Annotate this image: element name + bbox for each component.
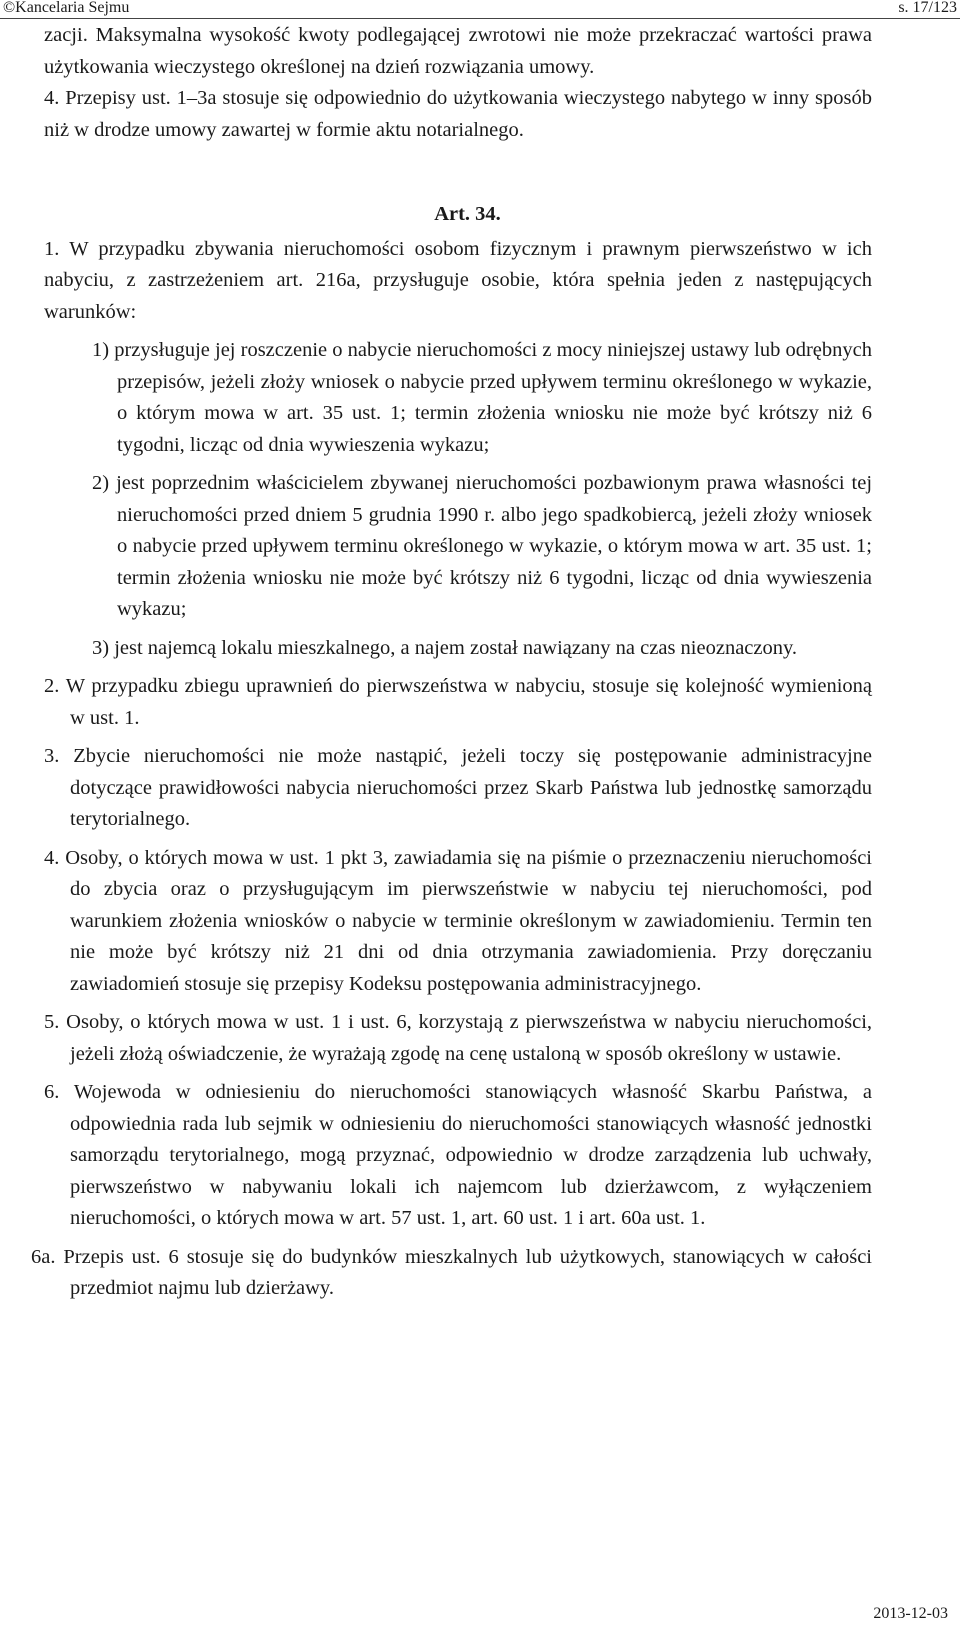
- pkt-number: 2): [92, 472, 110, 494]
- ust-number: 4.: [44, 87, 60, 109]
- pkt-text: przysługuje jej roszczenie o nabycie nieruchomości z mocy niniejszej ustawy lub odrębnych przepisów, jeżeli złoży wniosek o nabycie przed upływem terminu określonego w wykazie, o którym mowa w art. 35 ust. 1; termin złożenia wniosku nie może być krótszy niż 6 tygodni, licząc od dnia wywieszenia wykazu;: [114, 339, 872, 456]
- ust-text: W przypadku zbywania nieruchomości osobom fizycznym i prawnym pierwszeństwo w ich nabyciu, z zastrzeżeniem art. 216a, przysługuje osobie, która spełnia jeden z następujących warunków:: [44, 237, 872, 323]
- page-number: s. 17/123: [898, 0, 957, 16]
- art34-ust-1: [0, 234, 960, 329]
- pkt-text: jest poprzednim właścicielem zbywanej nieruchomości pozbawionym prawa własności tej nieruchomości przed dniem 5 grudnia 1990 r. albo jego spadkobiercą, jeżeli złoży wniosek o nabycie przed upływem terminu określonego w wykazie, o którym mowa w art. 35 ust. 1; termin złożenia wniosku nie może być krótszy niż 6 tygodni, licząc od dnia wywieszenia wykazu;: [116, 472, 873, 620]
- art34-ust-4: [0, 843, 960, 1001]
- art34-pkt-1: [0, 335, 960, 461]
- pkt-text: jest najemcą lokalu mieszkalnego, a najem został nawiązany na czas nieoznaczony.: [114, 636, 798, 659]
- footer-date: 2013-12-03: [873, 1605, 948, 1622]
- art34-ust-6a: [0, 1242, 960, 1305]
- ust-4: [0, 83, 960, 146]
- ust-text: Osoby, o których mowa w ust. 1 pkt 3, zawiadamia się na piśmie o przeznaczeniu nieruchomości do zbycia oraz o przysługującym im pierwszeństwie w nabyciu tej nieruchomości, pod warunkiem złożenia wniosków o nabycie w terminie określonym w zawiadomieniu. Termin ten nie może być krótszy niż 21 dni od dnia otrzymania zawiadomienia. Przy doręczaniu zawiadomień stosuje się przepisy Kodeksu postępowania administracyjnego.: [65, 846, 873, 995]
- copyright-label: ©Kancelaria Sejmu: [3, 0, 130, 16]
- pkt-number: 1): [92, 339, 110, 361]
- art34-ust-5: [0, 1007, 960, 1070]
- paragraph-continuation: zacji. Maksymalna wysokość kwoty podlegającej zwrotowi nie może przekraczać wartości prawa użytkowania wieczystego określonej na dzień rozwiązania umowy.: [44, 24, 872, 78]
- document-body: [0, 20, 960, 1305]
- ust-text: Przepisy ust. 1–3a stosuje się odpowiednio do użytkowania wieczystego nabytego w inny sposób niż w drodze umowy zawartej w formie aktu notarialnego.: [44, 87, 873, 141]
- ust-number: 2.: [44, 675, 60, 697]
- ust-text: Osoby, o których mowa w ust. 1 i ust. 6, korzystają z pierwszeństwa w nabyciu nieruchomości, jeżeli złożą oświadczenie, że wyrażają zgodę na cenę ustaloną w sposób określony w ustawie.: [66, 1011, 873, 1065]
- art34-ust-6: [0, 1077, 960, 1235]
- ust-number: 6a.: [31, 1245, 56, 1268]
- header-divider: [0, 18, 960, 19]
- ust-text: Wojewoda w odniesieniu do nieruchomości stanowiących własność Skarbu Państwa, a odpowiednia rada lub sejmik w odniesieniu do nieruchomości stanowiących własność jednostki samorządu terytorialnego, mogą przyznać, odpowiednio w drodze zarządzenia lub uchwały, pierwszeństwo w nabywaniu lokali ich najemcom lub dzierżawcom, z wyłączeniem nieruchomości, o których mowa w art. 57 ust. 1, art. 60 ust. 1 i art. 60a ust. 1.: [70, 1081, 872, 1229]
- art34-ust-3: [0, 741, 960, 836]
- ust-text: Zbycie nieruchomości nie może nastąpić, jeżeli toczy się postępowanie administracyjne dotyczące prawidłowości nabycia nieruchomości przez Skarb Państwa lub jednostkę samorządu terytorialnego.: [70, 745, 872, 830]
- article-heading: Art. 34.: [434, 203, 501, 225]
- ust-text: W przypadku zbiegu uprawnień do pierwszeństwa w nabyciu, stosuje się kolejność wymienioną w ust. 1.: [65, 675, 872, 729]
- pkt-number: 3): [92, 636, 110, 659]
- ust-number: 6.: [44, 1081, 60, 1103]
- ust-number: 5.: [44, 1011, 60, 1033]
- page-header: [0, 0, 960, 20]
- ust-number: 3.: [44, 745, 60, 767]
- ust-number: 4.: [44, 846, 60, 869]
- ust-number: 1.: [44, 237, 60, 260]
- ust-text: Przepis ust. 6 stosuje się do budynków mieszkalnych lub użytkowych, stanowiących w całości przedmiot najmu lub dzierżawy.: [63, 1245, 872, 1299]
- art34-ust-2: [0, 671, 960, 734]
- art34-pkt-3: [0, 633, 960, 665]
- art34-pkt-2: [0, 468, 960, 626]
